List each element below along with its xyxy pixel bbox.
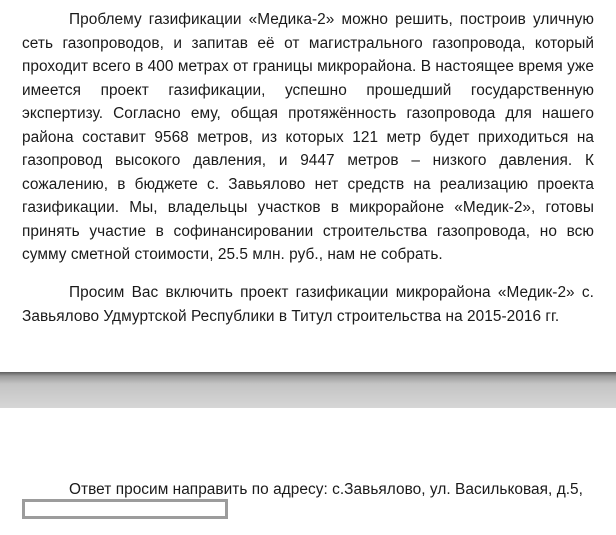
redacted-address-box <box>22 499 228 519</box>
paragraph-reply-address: Ответ просим направить по адресу: с.Завьялово, ул. Васильковая, д.5, <box>69 481 583 498</box>
page-break-separator <box>0 372 616 408</box>
paragraph-request: Просим Вас включить проект газификации микрорайона «Медик-2» с. Завьялово Удмуртской Республики в Титул строительства на 2015-2016 гг. <box>22 284 594 325</box>
document-page-2 <box>0 408 616 535</box>
paragraph-gasification-problem: Проблему газификации «Медика-2» можно решить, построив уличную сеть газопроводов, и запитав её от магистрального газопровода, который проходит всего в 400 метрах от границы микрорайона. В настоящее время уже имеется проект газификации, успешно прошедший государственную экспертизу. Согласно ему, общая протяжённость газопровода для нашего района составит 9568 метров, из которых 121 метр будет приходиться на газопровод высокого давления, и 9447 метров – низкого давления. К сожалению, в бюджете с. Завьялово нет средств на реализацию проекта газификации. Мы, владельцы участков в микрорайоне «Медик-2», готовы принять участие в софинансировании строительства газопровода, но всю сумму сметной стоимости, 25.5 млн. руб., нам не собрать. <box>22 11 594 263</box>
